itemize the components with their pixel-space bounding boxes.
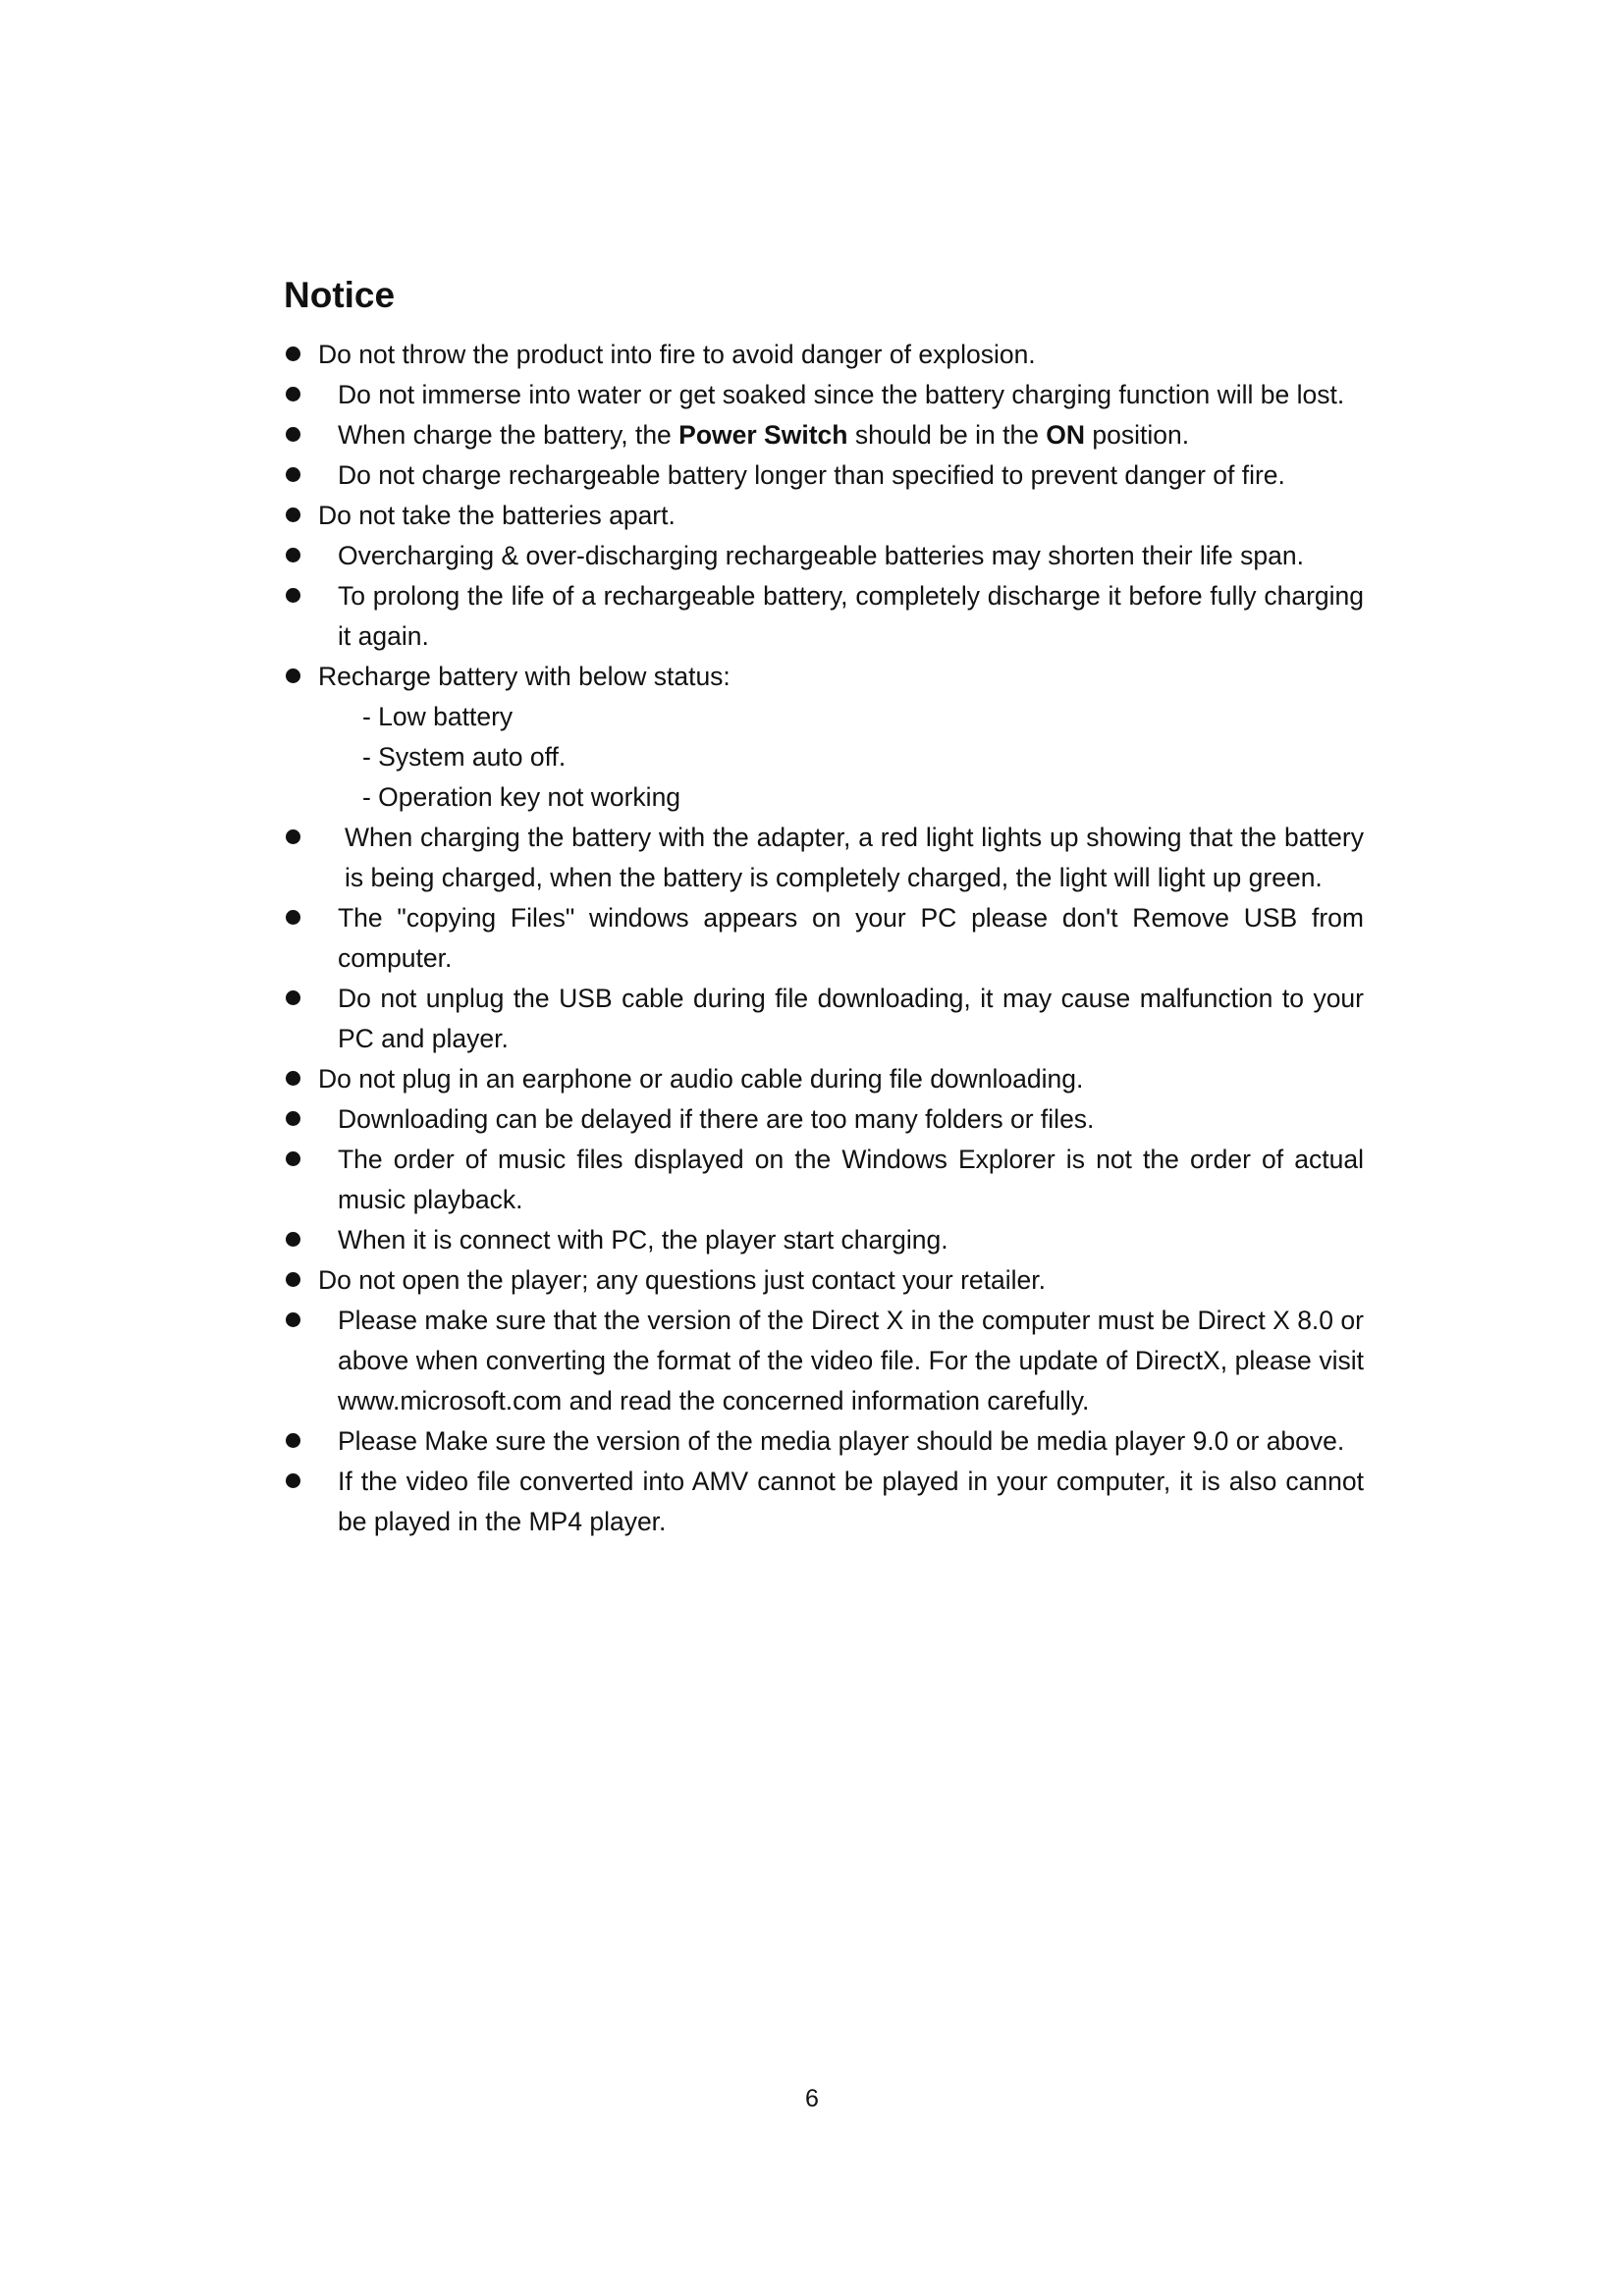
list-item-text: Do not charge rechargeable battery longer than specified to prevent danger of fire. bbox=[338, 460, 1285, 490]
bullet-icon bbox=[286, 1232, 300, 1247]
list-item bbox=[284, 455, 1364, 496]
bullet-icon bbox=[286, 1473, 300, 1488]
bullet-icon bbox=[286, 1151, 300, 1166]
list-item bbox=[284, 1099, 1364, 1140]
list-item-text: Do not throw the product into fire to avoid danger of explosion. bbox=[318, 340, 1036, 369]
list-item-text: When charging the battery with the adapter, a red light lights up showing that the battery is being charged, when the battery is completely charged, the light will light up green. bbox=[345, 823, 1364, 892]
list-item bbox=[284, 1462, 1364, 1542]
list-item-text: When charge the battery, the Power Switch should be in the ON position. bbox=[338, 420, 1190, 450]
list-item-text: Do not take the batteries apart. bbox=[318, 501, 676, 530]
list-item-text: If the video file converted into AMV cannot be played in your computer, it is also cannot be played in the MP4 player. bbox=[338, 1467, 1364, 1536]
list-item-text: Please make sure that the version of the Direct X in the computer must be Direct X 8.0 or above when converting the format of the video file. For the update of DirectX, please visit www.microsoft.com and read the concerned information carefully. bbox=[338, 1306, 1364, 1415]
list-item-text: Please Make sure the version of the media player should be media player 9.0 or above. bbox=[338, 1426, 1345, 1456]
list-item-text: Do not unplug the USB cable during file downloading, it may cause malfunction to your PC and player. bbox=[338, 984, 1364, 1053]
list-item-text: When it is connect with PC, the player start charging. bbox=[338, 1225, 948, 1255]
bullet-icon bbox=[286, 507, 300, 522]
list-item bbox=[284, 818, 1364, 898]
on-label: ON bbox=[1046, 420, 1086, 450]
bullet-icon bbox=[286, 1272, 300, 1287]
bullet-icon bbox=[286, 1111, 300, 1126]
list-item-text: The order of music files displayed on the Windows Explorer is not the order of actual music playback. bbox=[338, 1145, 1364, 1214]
list-item-text: Do not immerse into water or get soaked since the battery charging function will be lost. bbox=[338, 380, 1345, 409]
list-item bbox=[284, 898, 1364, 979]
bullet-icon bbox=[286, 588, 300, 603]
list-item-text: Recharge battery with below status: bbox=[318, 662, 731, 691]
list-item bbox=[284, 1260, 1364, 1301]
bullet-icon bbox=[286, 467, 300, 482]
list-item bbox=[284, 1421, 1364, 1462]
list-item bbox=[284, 979, 1364, 1059]
list-item-text: Do not open the player; any questions just contact your retailer. bbox=[318, 1265, 1046, 1295]
bullet-icon bbox=[286, 548, 300, 562]
list-item bbox=[284, 335, 1364, 375]
page-title: Notice bbox=[284, 275, 396, 315]
sub-list-item: - System auto off. bbox=[362, 742, 567, 772]
list-item bbox=[284, 657, 1364, 818]
bullet-icon bbox=[286, 387, 300, 401]
bullet-icon bbox=[286, 990, 300, 1005]
status-sub-list bbox=[284, 697, 1364, 818]
list-item bbox=[284, 1059, 1364, 1099]
bullet-icon bbox=[286, 668, 300, 683]
bullet-icon bbox=[286, 427, 300, 442]
bullet-icon bbox=[286, 1071, 300, 1086]
list-item bbox=[284, 496, 1364, 536]
bullet-icon bbox=[286, 1312, 300, 1327]
list-item bbox=[284, 375, 1364, 415]
list-item bbox=[284, 1220, 1364, 1260]
list-item-text: Downloading can be delayed if there are too many folders or files. bbox=[338, 1104, 1095, 1134]
list-item bbox=[284, 576, 1364, 657]
list-item-text: To prolong the life of a rechargeable battery, completely discharge it before fully charging it again. bbox=[338, 581, 1364, 651]
sub-list-item: - Low battery bbox=[362, 702, 514, 731]
list-item-text: The "copying Files" windows appears on your PC please don't Remove USB from computer. bbox=[338, 903, 1364, 973]
bullet-icon bbox=[286, 910, 300, 925]
bullet-icon bbox=[286, 347, 300, 361]
list-item-text: Do not plug in an earphone or audio cable during file downloading. bbox=[318, 1064, 1084, 1094]
list-item-text: Overcharging & over-discharging rechargeable batteries may shorten their life span. bbox=[338, 541, 1304, 570]
sub-list-item: - Operation key not working bbox=[362, 782, 681, 812]
list-item bbox=[284, 415, 1364, 455]
page-number: 6 bbox=[805, 2085, 819, 2112]
bullet-icon bbox=[286, 829, 300, 844]
list-item bbox=[284, 536, 1364, 576]
list-item bbox=[284, 1301, 1364, 1421]
bullet-icon bbox=[286, 1433, 300, 1448]
notice-list bbox=[284, 335, 1364, 1542]
list-item bbox=[284, 1140, 1364, 1220]
power-switch-label: Power Switch bbox=[678, 420, 848, 450]
